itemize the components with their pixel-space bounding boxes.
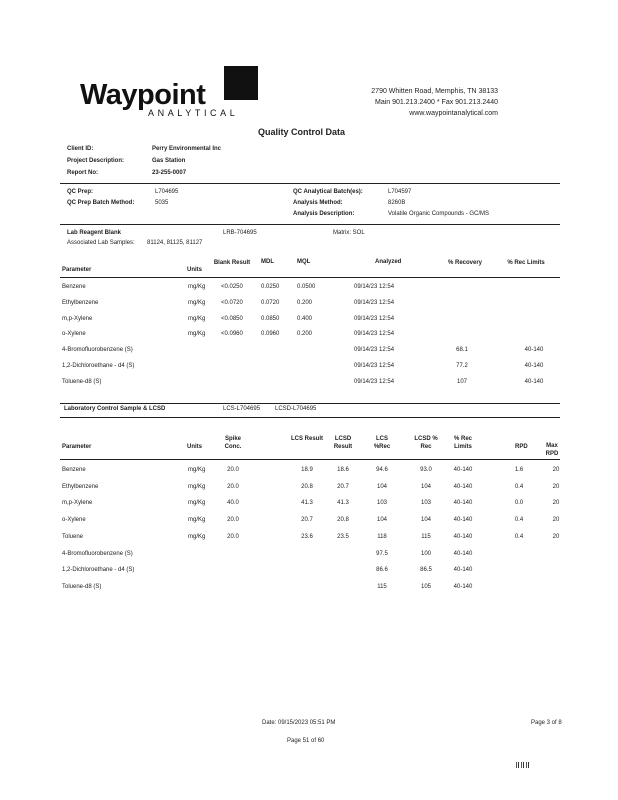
lcsd-id: LCSD-L704695 — [275, 406, 317, 412]
lcs-cell-parameter: Ethylbenzene — [62, 484, 99, 490]
lcs-cell-limits: 40-140 — [453, 467, 473, 473]
blank-cell-limits: 40-140 — [524, 379, 544, 385]
blank-cell-recovery: 68.1 — [456, 347, 468, 353]
lcs-cell-lcs-rec: 104 — [376, 484, 387, 490]
blank-cell-mdl: 0.0720 — [261, 300, 280, 306]
blank-cell-mql: 0.0500 — [297, 284, 316, 290]
lcs-header-lcsd-result: LCSD Result — [333, 436, 353, 450]
blank-header-mql: MQL — [297, 259, 311, 265]
client-id-value: Perry Environmental Inc — [152, 146, 222, 152]
lcs-header-limits: % Rec Limits — [453, 436, 472, 450]
lcs-cell-spike: 20.0 — [227, 484, 239, 490]
lcs-cell-lcsd-rec: 115 — [421, 534, 431, 540]
report-no-value: 23-255-0007 — [152, 170, 187, 176]
blank-cell-units: mg/Kg — [188, 316, 206, 322]
blank-cell-limits: 40-140 — [524, 347, 544, 353]
blank-cell-analyzed: 09/14/23 12:54 — [354, 363, 395, 369]
blank-cell-parameter: Toluene-d8 (S) — [62, 379, 102, 385]
company-address: 2790 Whitten Road, Memphis, TN 38133 — [371, 88, 498, 95]
lcs-cell-lcsd-rec: 104 — [420, 517, 431, 523]
lcs-cell-limits: 40-140 — [453, 567, 473, 573]
divider-line — [60, 183, 560, 184]
lcs-cell-lcs-result: 20.8 — [301, 484, 313, 490]
blank-section-title: Lab Reagent Blank — [67, 230, 122, 236]
lcs-cell-lcsd-rec: 105 — [420, 584, 431, 590]
lcs-cell-limits: 40-140 — [453, 534, 473, 540]
analysis-method-value: 8260B — [388, 200, 406, 206]
blank-cell-units: mg/Kg — [188, 331, 206, 337]
lcs-cell-lcsd-rec: 104 — [420, 484, 431, 490]
blank-cell-mql: 0.400 — [297, 316, 313, 322]
blank-cell-analyzed: 09/14/23 12:54 — [354, 331, 395, 337]
lcs-header-units: Units — [187, 444, 202, 450]
blank-cell-mdl: 0.0960 — [261, 331, 280, 337]
blank-cell-analyzed: 09/14/23 12:54 — [354, 347, 395, 353]
divider-line — [60, 224, 560, 225]
lcs-cell-lcsd-rec: 103 — [420, 500, 431, 506]
lcs-cell-rpd: 1.6 — [514, 467, 524, 473]
lcs-cell-lcsd-rec: 86.5 — [420, 567, 432, 573]
lcs-cell-limits: 40-140 — [453, 500, 473, 506]
analysis-description-value: Volatile Organic Compounds - GC/MS — [388, 211, 490, 217]
lcs-header-max-rpd: Max RPD — [545, 443, 559, 457]
lcs-cell-parameter: m,p-Xylene — [62, 500, 93, 506]
blank-cell-limits: 40-140 — [524, 363, 544, 369]
company-website: www.waypointanalytical.com — [409, 110, 498, 117]
blank-cell-analyzed: 09/14/23 12:54 — [354, 300, 395, 306]
lcs-cell-units: mg/Kg — [188, 500, 206, 506]
page-number: Page 3 of 8 — [531, 720, 562, 726]
blank-cell-analyzed: 09/14/23 12:54 — [354, 316, 395, 322]
lcs-cell-lcs-rec: 118 — [377, 534, 387, 540]
lcs-cell-lcsd-result: 41.3 — [337, 500, 349, 506]
lcs-cell-spike: 20.0 — [227, 517, 239, 523]
lcs-cell-lcsd-rec: 100 — [420, 551, 431, 557]
report-no-label: Report No: — [67, 170, 98, 176]
lcs-cell-parameter: Toluene — [62, 534, 84, 540]
lcs-cell-parameter: Benzene — [62, 467, 86, 473]
lcs-cell-lcs-rec: 103 — [376, 500, 387, 506]
analysis-method-label: Analysis Method: — [293, 200, 343, 206]
project-description-value: Gas Station — [152, 158, 186, 164]
lcs-header-lcs-result: LCS Result — [290, 436, 323, 442]
lcs-cell-lcs-rec: 115 — [377, 584, 387, 590]
blank-cell-mdl: 0.0250 — [261, 284, 280, 290]
lcs-cell-rpd: 0.4 — [514, 534, 524, 540]
blank-cell-analyzed: 09/14/23 12:54 — [354, 284, 395, 290]
blank-cell-parameter: o-Xylene — [62, 331, 86, 337]
lcs-header-rpd: RPD — [515, 444, 528, 450]
lcs-cell-limits: 40-140 — [453, 484, 473, 490]
blank-cell-units: mg/Kg — [188, 300, 206, 306]
lcs-cell-limits: 40-140 — [453, 584, 473, 590]
company-logo-subtitle: ANALYTICAL — [148, 108, 239, 118]
blank-cell-parameter: m,p-Xylene — [62, 316, 93, 322]
company-phone-fax: Main 901.213.2400 * Fax 901.213.2440 — [375, 99, 498, 106]
report-date: Date: 09/15/2023 05:51 PM — [262, 720, 336, 726]
lcs-cell-max-rpd: 20 — [552, 467, 560, 473]
blank-header-units: Units — [187, 267, 202, 273]
table-header-rule — [60, 459, 560, 460]
lcs-cell-limits: 40-140 — [453, 551, 473, 557]
qc-analytical-batch-label: QC Analytical Batch(es): — [293, 189, 363, 195]
blank-cell-result: <0.0960 — [221, 331, 243, 337]
lcs-header-spike: Spike Conc. — [224, 436, 242, 450]
associated-samples-label: Associated Lab Samples: — [67, 240, 135, 246]
lcs-cell-lcsd-result: 20.7 — [337, 484, 349, 490]
lcs-cell-spike: 20.0 — [227, 467, 239, 473]
lcs-cell-spike: 40.0 — [227, 500, 239, 506]
lcs-cell-lcs-rec: 97.5 — [376, 551, 388, 557]
lcs-cell-lcs-result: 20.7 — [301, 517, 313, 523]
lcs-cell-max-rpd: 20 — [552, 484, 560, 490]
company-logo-name: Waypoint — [80, 79, 206, 111]
blank-cell-result: <0.0250 — [221, 284, 243, 290]
lcs-cell-units: mg/Kg — [188, 484, 206, 490]
page-number-overall: Page 51 of 60 — [287, 738, 325, 744]
blank-cell-result: <0.0720 — [221, 300, 243, 306]
lcs-cell-parameter: 1,2-Dichloroethane - d4 (S) — [62, 567, 135, 573]
lcs-header-parameter: Parameter — [62, 444, 92, 450]
page-title: Quality Control Data — [258, 127, 346, 137]
lcs-cell-rpd: 0.0 — [514, 500, 524, 506]
qc-prep-value: L704695 — [155, 189, 179, 195]
lcs-cell-lcs-result: 41.3 — [301, 500, 313, 506]
lcs-cell-lcsd-result: 18.6 — [337, 467, 349, 473]
lcs-cell-lcs-rec: 104 — [376, 517, 387, 523]
lcs-cell-lcs-rec: 86.6 — [376, 567, 388, 573]
lcs-cell-max-rpd: 20 — [552, 517, 560, 523]
lcs-cell-parameter: Toluene-d8 (S) — [62, 584, 102, 590]
lcs-header-lcsd-rec: LCSD % Rec — [414, 436, 438, 450]
lcs-cell-parameter: 4-Bromofluorobenzene (S) — [62, 551, 133, 557]
blank-header-parameter: Parameter — [62, 267, 92, 273]
logo-square-mark — [224, 66, 258, 100]
qc-prep-label: QC Prep: — [67, 189, 94, 195]
qc-prep-batch-label: QC Prep Batch Method: — [67, 200, 135, 206]
blank-header-recovery: % Recovery — [447, 260, 483, 266]
blank-cell-mql: 0.200 — [297, 300, 313, 306]
lcs-cell-lcsd-rec: 93.0 — [420, 467, 432, 473]
blank-header-mdl: MDL — [261, 259, 274, 265]
lcs-cell-lcs-result: 23.6 — [301, 534, 313, 540]
blank-header-analyzed: Analyzed — [375, 259, 402, 265]
blank-cell-parameter: 4-Bromofluorobenzene (S) — [62, 347, 133, 353]
blank-header-result: Blank Result — [213, 260, 251, 266]
lcs-section-title: Laboratory Control Sample & LCSD — [64, 406, 166, 412]
blank-cell-analyzed: 09/14/23 12:54 — [354, 379, 395, 385]
associated-samples-value: 81124, 81125, 81127 — [147, 240, 203, 246]
project-description-label: Project Description: — [67, 158, 125, 164]
blank-cell-recovery: 107 — [456, 379, 467, 385]
lcs-cell-lcsd-result: 20.8 — [337, 517, 349, 523]
blank-cell-recovery: 77.2 — [456, 363, 468, 369]
blank-cell-parameter: Ethylbenzene — [62, 300, 99, 306]
client-id-label: Client ID: — [67, 146, 94, 152]
blank-cell-result: <0.0850 — [221, 316, 243, 322]
qc-analytical-batch-value: L704597 — [388, 189, 412, 195]
blank-cell-mql: 0.200 — [297, 331, 313, 337]
lcs-cell-rpd: 0.4 — [514, 517, 524, 523]
barcode-mark — [516, 762, 530, 768]
analysis-description-label: Analysis Description: — [293, 211, 355, 217]
blank-id: LRB-704695 — [223, 230, 257, 236]
lcs-cell-parameter: o-Xylene — [62, 517, 86, 523]
lcs-cell-rpd: 0.4 — [514, 484, 524, 490]
lcs-cell-lcs-rec: 94.6 — [376, 467, 388, 473]
divider-line — [60, 403, 560, 404]
qc-prep-batch-value: 5035 — [155, 200, 169, 206]
lcs-cell-units: mg/Kg — [188, 534, 206, 540]
lcs-cell-spike: 20.0 — [227, 534, 239, 540]
lcs-cell-limits: 40-140 — [453, 517, 473, 523]
lcs-cell-max-rpd: 20 — [552, 534, 560, 540]
lcs-cell-units: mg/Kg — [188, 467, 206, 473]
blank-cell-parameter: 1,2-Dichloroethane - d4 (S) — [62, 363, 135, 369]
lcs-cell-max-rpd: 20 — [552, 500, 560, 506]
blank-cell-units: mg/Kg — [188, 284, 206, 290]
lcs-cell-lcsd-result: 23.5 — [337, 534, 349, 540]
lcs-id: LCS-L704695 — [223, 406, 261, 412]
divider-line — [60, 417, 560, 418]
lcs-header-lcs-rec: LCS %Rec — [373, 436, 391, 450]
table-header-rule — [60, 277, 560, 278]
blank-matrix: Matrix: SOL — [333, 230, 365, 236]
blank-header-limits: % Rec Limits — [507, 260, 545, 266]
blank-cell-parameter: Benzene — [62, 284, 86, 290]
lcs-cell-units: mg/Kg — [188, 517, 206, 523]
blank-cell-mdl: 0.0850 — [261, 316, 280, 322]
lcs-cell-lcs-result: 18.9 — [301, 467, 313, 473]
